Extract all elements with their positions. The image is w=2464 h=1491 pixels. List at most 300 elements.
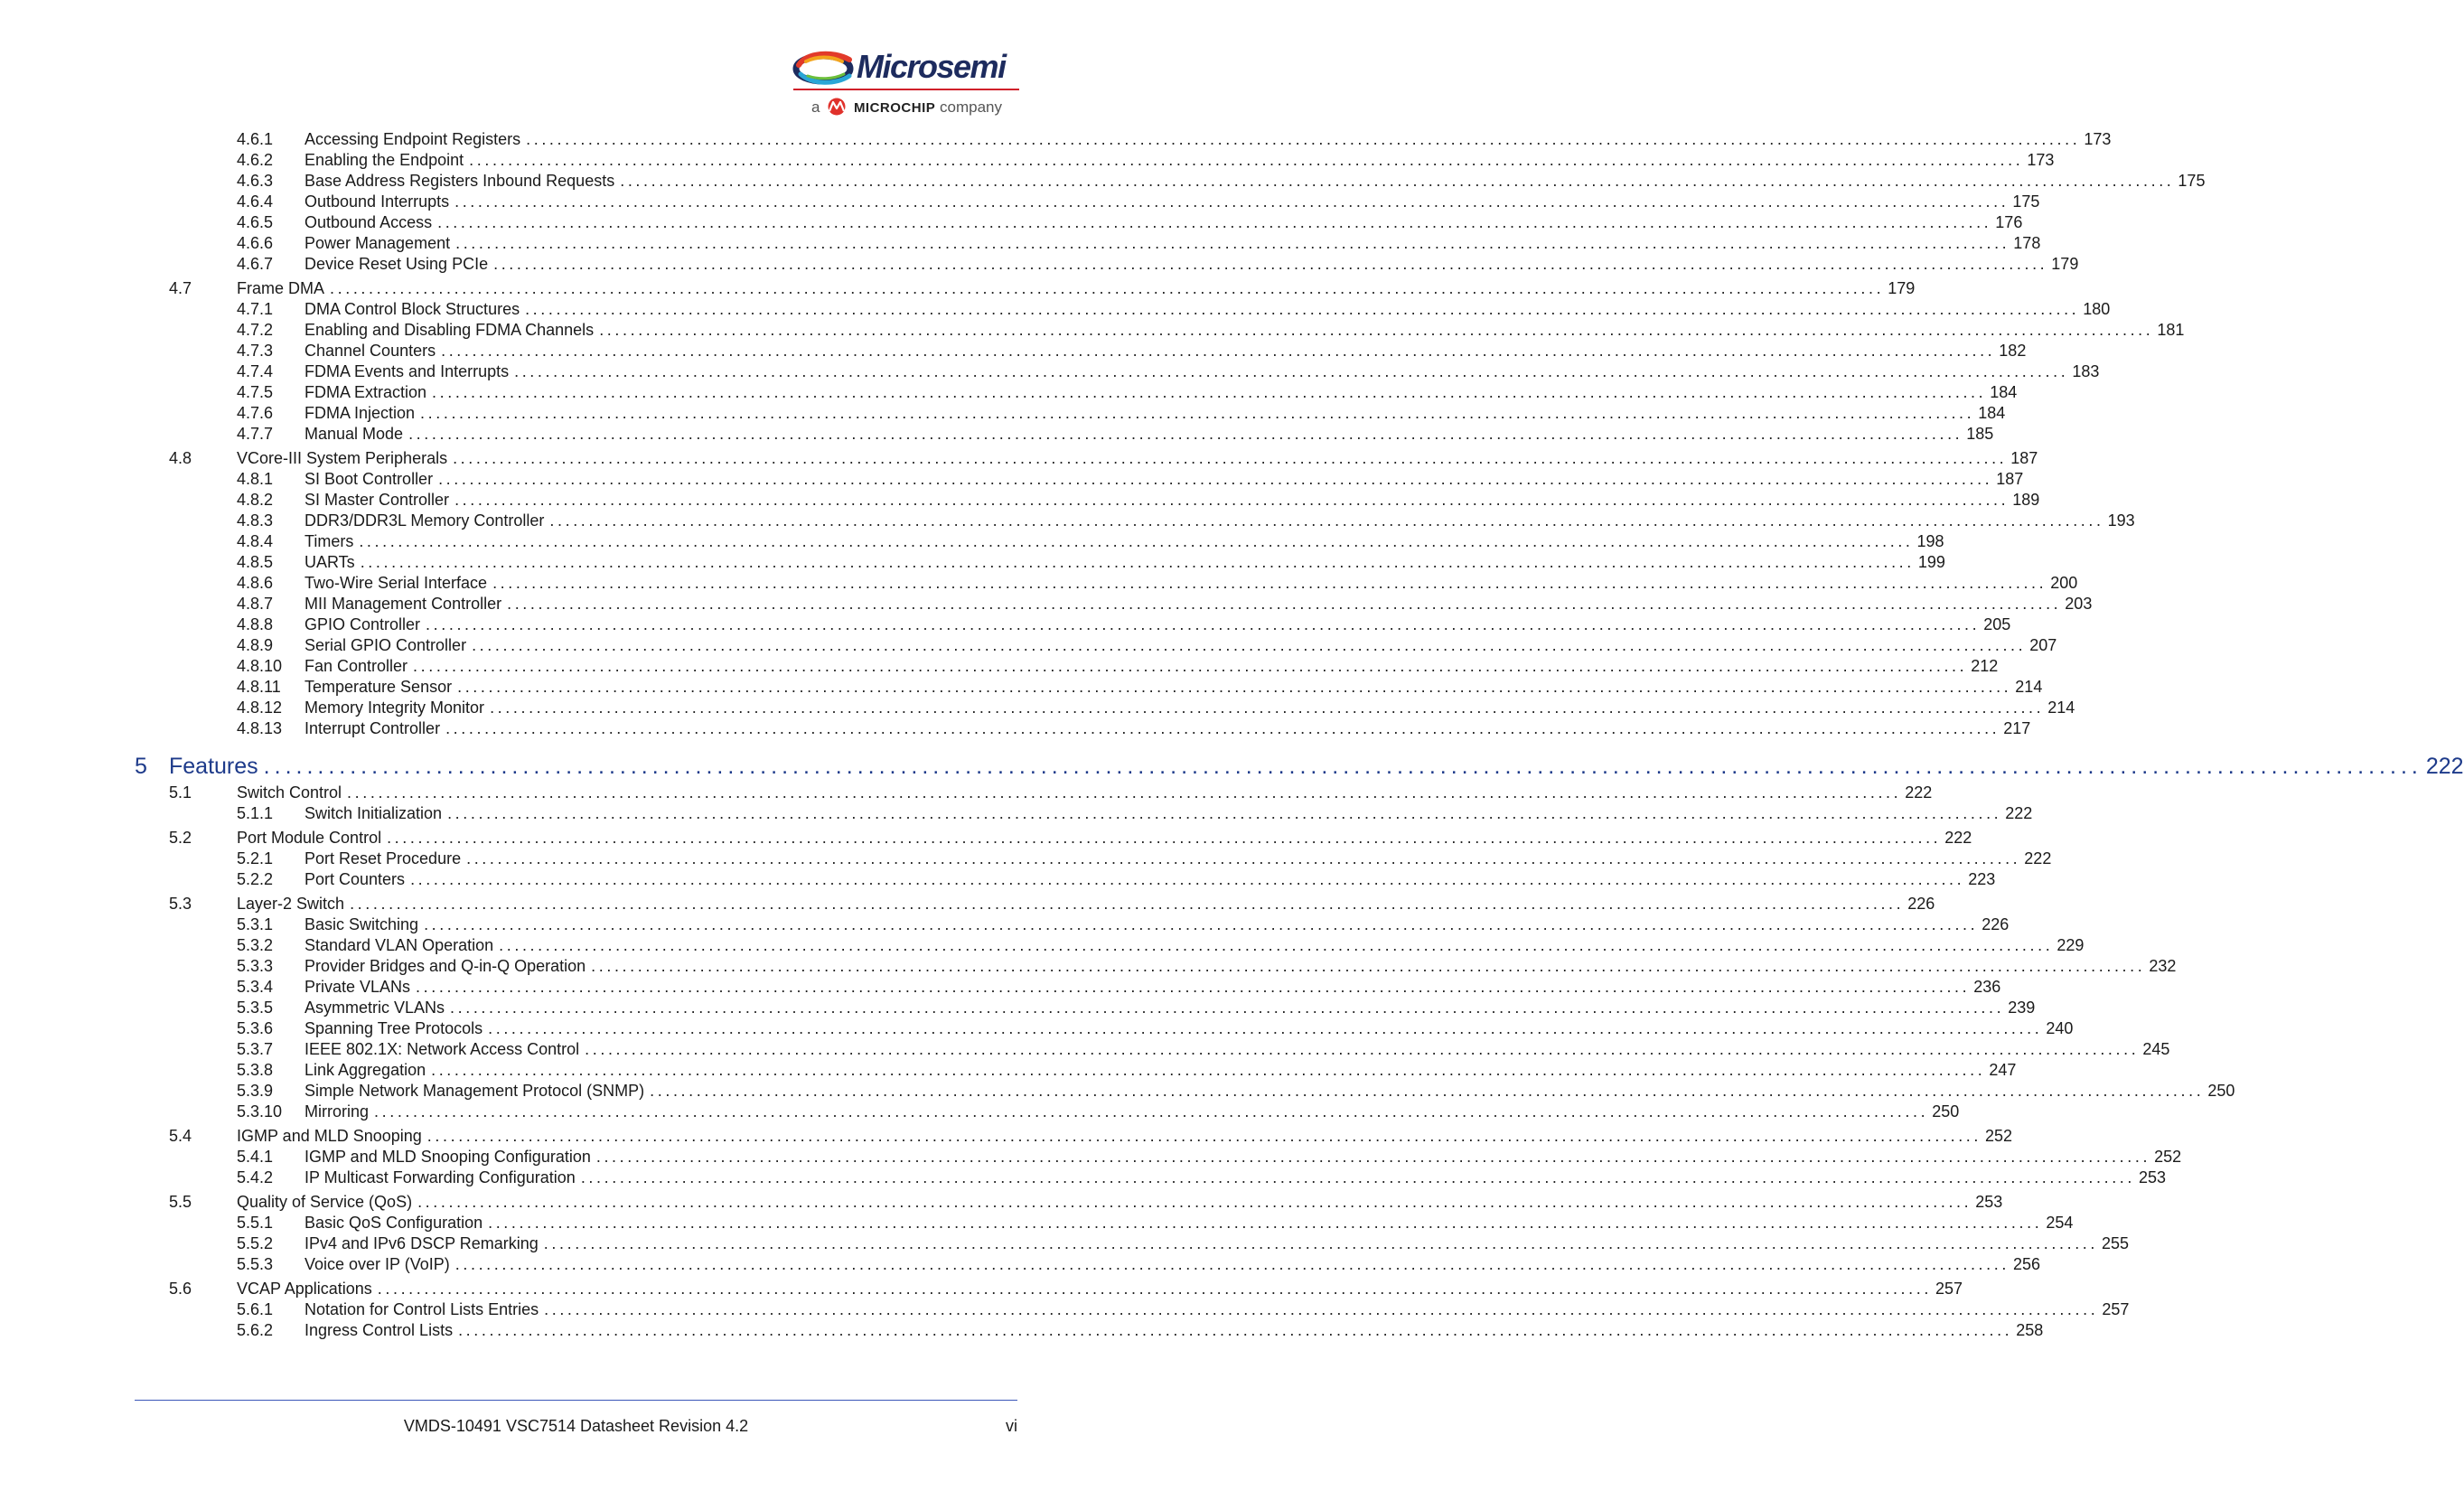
toc-entry-title[interactable]: Serial GPIO Controller — [304, 636, 467, 654]
toc-entry-title[interactable]: Port Reset Procedure — [304, 849, 462, 867]
toc-entry-page[interactable]: 247 — [1989, 1061, 2017, 1079]
toc-entry-line — [304, 1039, 2170, 1060]
toc-entry-number: 5.3.1 — [237, 915, 274, 933]
toc-section-row[interactable] — [0, 894, 1935, 914]
toc-dot-leader: ........................................................................................................................................................................................................ — [350, 895, 1905, 913]
toc-entry-title[interactable]: Timers — [304, 532, 354, 550]
toc-dot-leader: ........................................................................................................................................................................................................ — [347, 783, 1902, 802]
toc-entry-title[interactable]: Link Aggregation — [304, 1061, 426, 1079]
toc-subsection-row[interactable] — [0, 698, 2075, 718]
toc-subsection-row[interactable] — [0, 849, 2052, 869]
toc-subsection-row[interactable] — [0, 254, 2079, 275]
toc-entry-line — [304, 594, 2093, 614]
toc-entry-title[interactable]: DMA Control Block Structures — [304, 300, 520, 318]
footer-page-number: vi — [1006, 1417, 1017, 1435]
toc-entry-line — [304, 254, 2079, 275]
toc-entry-page[interactable]: 257 — [1935, 1280, 1963, 1298]
toc-dot-leader: ........................................................................................................................................................................................................ — [492, 574, 2047, 592]
toc-subsection-row[interactable] — [0, 299, 2111, 320]
toc-entry-number: 4.7.5 — [237, 383, 274, 401]
toc-dot-leader: ........................................................................................................................................................................................................ — [359, 532, 1914, 550]
toc-subsection-row[interactable] — [0, 1018, 2074, 1039]
toc-entry-title[interactable]: DDR3/DDR3L Memory Controller — [304, 511, 545, 530]
toc-entry-title[interactable]: SI Master Controller — [304, 491, 450, 509]
toc-entry-line — [304, 171, 2206, 192]
toc-entry-line — [304, 1060, 2017, 1081]
toc-entry-title[interactable]: Port Counters — [304, 870, 406, 888]
toc-entry-number: 4.6.5 — [237, 213, 274, 231]
toc-entry-line — [304, 656, 1999, 677]
toc-entry-page[interactable]: 183 — [2072, 362, 2100, 380]
toc-entry-number: 5.3.4 — [237, 978, 274, 996]
toc-subsection-row[interactable] — [0, 212, 2023, 233]
toc-entry-page[interactable]: 203 — [2065, 595, 2093, 613]
toc-entry-title[interactable]: Fan Controller — [304, 657, 408, 675]
toc-entry-title[interactable]: Basic QoS Configuration — [304, 1214, 483, 1232]
toc-entry-number: 4.8.1 — [237, 470, 274, 488]
toc-subsection-row[interactable] — [0, 233, 2041, 254]
toc-entry-title[interactable]: VCAP Applications — [237, 1280, 372, 1298]
toc-subsection-row[interactable] — [0, 718, 2031, 739]
toc-entry-title[interactable]: FDMA Events and Interrupts — [304, 362, 510, 380]
toc-subsection-row[interactable] — [0, 956, 2177, 977]
toc-entry-line — [304, 614, 2011, 635]
toc-entry-line — [237, 278, 1916, 299]
toc-entry-line — [304, 361, 2100, 382]
toc-dot-leader: ........................................................................................................................................................................................................ — [455, 234, 2010, 252]
toc-entry-number: 5.3.2 — [237, 936, 274, 954]
toc-entry-page[interactable]: 240 — [2046, 1019, 2074, 1037]
toc-dot-leader: ........................................................................................................................................................................................................ — [488, 1019, 2043, 1037]
toc-section-row[interactable] — [0, 448, 2038, 469]
toc-chapter-row[interactable] — [0, 750, 2464, 783]
toc-entry-page[interactable]: 258 — [2016, 1321, 2044, 1339]
toc-entry-page[interactable]: 232 — [2149, 957, 2177, 975]
toc-entry-title[interactable]: Frame DMA — [237, 279, 325, 297]
toc-entry-title[interactable]: Enabling and Disabling FDMA Channels — [304, 321, 595, 339]
toc-entry-number: 5 — [135, 754, 147, 779]
toc-entry-page[interactable]: 193 — [2107, 511, 2135, 530]
toc-entry-page[interactable]: 200 — [2050, 574, 2078, 592]
toc-entry-title[interactable]: Two-Wire Serial Interface — [304, 574, 488, 592]
toc-entry-number: 4.8.13 — [237, 719, 283, 737]
toc-subsection-row[interactable] — [0, 1254, 2041, 1275]
toc-entry-page[interactable]: 187 — [2010, 449, 2038, 467]
toc-dot-leader: ........................................................................................................................................................................................................ — [595, 1148, 2151, 1166]
toc-entry-page[interactable]: 173 — [2084, 130, 2112, 148]
toc-entry-title[interactable]: Private VLANs — [304, 978, 411, 996]
toc-entry-line — [237, 894, 1935, 914]
toc-entry-number: 5.6 — [169, 1280, 192, 1298]
toc-entry-page[interactable]: 255 — [2102, 1234, 2130, 1252]
toc-subsection-row[interactable] — [0, 129, 2112, 150]
toc-dot-leader: ........................................................................................................................................................................................................ — [431, 1061, 1986, 1079]
toc-subsection-row[interactable] — [0, 511, 2135, 531]
toc-entry-number: 4.8.7 — [237, 595, 274, 613]
toc-entry-number: 5.3.9 — [237, 1082, 274, 1100]
toc-dot-leader: ........................................................................................................................................................................................................ — [426, 1127, 1982, 1145]
toc-entry-number: 5.1 — [169, 783, 192, 802]
toc-entry-page[interactable]: 178 — [2013, 234, 2041, 252]
toc-entry-title[interactable]: Interrupt Controller — [304, 719, 441, 737]
toc-entry-line — [237, 1192, 2003, 1213]
toc-entry-line — [304, 382, 2018, 403]
toc-entry-line — [304, 1167, 2167, 1188]
toc-entry-page[interactable]: 179 — [1888, 279, 1916, 297]
toc-entry-number: 5.4.1 — [237, 1148, 274, 1166]
toc-subsection-row[interactable] — [0, 382, 2018, 403]
toc-entry-title[interactable]: Simple Network Management Protocol (SNMP) — [304, 1082, 645, 1100]
toc-subsection-row[interactable] — [0, 935, 2085, 956]
toc-subsection-row[interactable] — [0, 1081, 2235, 1102]
toc-entry-title[interactable]: Outbound Access — [304, 213, 433, 231]
toc-entry-number: 5.2.1 — [237, 849, 274, 867]
toc-entry-title[interactable]: IGMP and MLD Snooping Configuration — [304, 1148, 591, 1166]
toc-entry-title[interactable]: VCore-III System Peripherals — [237, 449, 448, 467]
toc-dot-leader: ........................................................................................................................................................................................................ — [490, 699, 2045, 717]
toc-dot-leader: ........................................................................................................................................................................................................ — [620, 172, 2175, 190]
logo-divider — [793, 89, 1019, 90]
toc-entry-page[interactable]: 184 — [1978, 404, 2006, 422]
toc-entry-page[interactable]: 239 — [2008, 999, 2036, 1017]
toc-entry-title[interactable]: Channel Counters — [304, 342, 436, 360]
toc-entry-page[interactable]: 176 — [1995, 213, 2023, 231]
toc-dot-leader: ........................................................................................................................................................................................................ — [387, 829, 1942, 847]
toc-entry-page[interactable]: 229 — [2056, 936, 2085, 954]
toc-entry-title[interactable]: Switch Initialization — [304, 804, 443, 822]
toc-entry-title[interactable]: Switch Control — [237, 783, 342, 802]
toc-dot-leader: ........................................................................................................................................................................................................ — [499, 936, 2054, 954]
toc-entry-number: 4.8 — [169, 449, 192, 467]
toc-entry-page[interactable]: 257 — [2102, 1300, 2130, 1318]
toc-entry-number: 5.3.6 — [237, 1019, 274, 1037]
toc-entry-title[interactable]: Quality of Service (QoS) — [237, 1193, 413, 1211]
toc-dot-leader: ........................................................................................................................................................................................................ — [377, 1280, 1932, 1298]
toc-entry-title[interactable]: Ingress Control Lists — [304, 1321, 454, 1339]
toc-entry-page[interactable]: 222 — [2005, 804, 2033, 822]
toc-subsection-row[interactable] — [0, 531, 1944, 552]
toc-entry-title[interactable]: Standard VLAN Operation — [304, 936, 494, 954]
toc-entry-number: 5.6.2 — [237, 1321, 274, 1339]
toc-subsection-row[interactable] — [0, 914, 2010, 935]
toc-entry-page[interactable]: 184 — [1990, 383, 2018, 401]
toc-entry-page[interactable]: 214 — [2015, 678, 2043, 696]
toc-entry-number: 4.8.8 — [237, 615, 274, 633]
toc-dot-leader: ........................................................................................................................................................................................................ — [488, 1214, 2043, 1232]
toc-subsection-row[interactable] — [0, 1039, 2170, 1060]
toc-entry-title[interactable]: Notation for Control Lists Entries — [304, 1300, 539, 1318]
toc-dot-leader: ........................................................................................................................................................................................................ — [413, 657, 1968, 675]
toc-entry-title[interactable]: Accessing Endpoint Registers — [304, 130, 521, 148]
toc-entry-number: 5.4 — [169, 1127, 192, 1145]
toc-dot-leader: ........................................................................................................................................................................................................ — [432, 383, 1987, 401]
toc-entry-page[interactable]: 175 — [2012, 192, 2040, 211]
toc-entry-number: 5.3.7 — [237, 1040, 274, 1058]
toc-entry-page[interactable]: 245 — [2142, 1040, 2170, 1058]
toc-subsection-row[interactable] — [0, 656, 1999, 677]
toc-subsection-row[interactable] — [0, 594, 2093, 614]
footer-document-title: VMDS-10491 VSC7514 Datasheet Revision 4.2 — [403, 1417, 749, 1435]
toc-subsection-row[interactable] — [0, 1167, 2167, 1188]
microsemi-swirl-icon — [793, 49, 857, 89]
toc-entry-line — [237, 783, 1933, 803]
toc-entry-title[interactable]: UARTs — [304, 553, 355, 571]
toc-subsection-row[interactable] — [0, 490, 2040, 511]
toc-entry-title[interactable]: Asymmetric VLANs — [304, 999, 445, 1017]
toc-dot-leader: ........................................................................................................................................................................................................ — [437, 213, 1992, 231]
toc-entry-number: 5.1.1 — [237, 804, 274, 822]
toc-entry-line — [304, 1299, 2130, 1320]
toc-subsection-row[interactable] — [0, 403, 2006, 424]
toc-entry-page[interactable]: 223 — [1968, 870, 1996, 888]
toc-entry-number: 5.6.1 — [237, 1300, 274, 1318]
toc-entry-number: 4.8.10 — [237, 657, 283, 675]
toc-subsection-row[interactable] — [0, 1299, 2130, 1320]
toc-dot-leader: ........................................................................................................................................................................................................ — [599, 321, 2154, 339]
toc-dot-leader: ........................................................................................................................................................................................................ — [417, 1193, 1972, 1211]
toc-entry-page[interactable]: 179 — [2051, 255, 2079, 273]
toc-entry-page[interactable]: 256 — [2012, 1255, 2041, 1273]
toc-subsection-row[interactable] — [0, 320, 2185, 341]
toc-entry-page[interactable]: 222 — [2425, 754, 2464, 779]
toc-entry-line — [304, 803, 2033, 824]
toc-entry-line — [237, 448, 2038, 469]
toc-subsection-row[interactable] — [0, 614, 2011, 635]
toc-entry-number: 5.3.10 — [237, 1102, 283, 1121]
toc-entry-page[interactable]: 222 — [1944, 829, 1972, 847]
toc-section-row[interactable] — [0, 1192, 2003, 1213]
toc-entry-title[interactable]: Provider Bridges and Q-in-Q Operation — [304, 957, 586, 975]
company-tagline — [811, 98, 1002, 117]
microsemi-logo — [793, 45, 1021, 121]
toc-dot-leader: ........................................................................................................................................................................................................ — [526, 130, 2081, 148]
toc-dot-leader: ........................................................................................................................................................................................................ — [585, 1040, 2140, 1058]
toc-entry-page[interactable]: 252 — [1985, 1127, 2013, 1145]
toc-entry-page[interactable]: 181 — [2157, 321, 2185, 339]
toc-entry-line — [304, 469, 2024, 490]
toc-entry-title[interactable]: Voice over IP (VoIP) — [304, 1255, 450, 1273]
toc-entry-page[interactable]: 187 — [1996, 470, 2024, 488]
toc-entry-number: 4.6.2 — [237, 151, 274, 169]
toc-entry-line — [304, 998, 2036, 1018]
toc-entry-title[interactable]: Temperature Sensor — [304, 678, 453, 696]
toc-entry-title[interactable]: IPv4 and IPv6 DSCP Remarking — [304, 1234, 539, 1252]
toc-entry-number: 4.7 — [169, 279, 192, 297]
toc-dot-leader: ........................................................................................................................................................................................................ — [454, 192, 2010, 211]
toc-entry-number: 5.4.2 — [237, 1168, 274, 1186]
toc-entry-page[interactable]: 175 — [2178, 172, 2206, 190]
toc-entry-line — [304, 150, 2055, 171]
toc-entry-number: 4.8.4 — [237, 532, 274, 550]
toc-dot-leader: ........................................................................................................................................................................................................ — [591, 957, 2146, 975]
toc-entry-page[interactable]: 252 — [2154, 1148, 2182, 1166]
toc-dot-leader: ........................................................................................................................................................................................................ — [426, 615, 1981, 633]
toc-dot-leader: ........................................................................................................................................................................................................ — [438, 470, 1993, 488]
toc-entry-line — [169, 750, 2464, 783]
toc-entry-page[interactable]: 226 — [1907, 895, 1935, 913]
toc-entry-number: 4.7.3 — [237, 342, 274, 360]
toc-entry-line — [304, 1320, 2044, 1341]
toc-section-row[interactable] — [0, 278, 1916, 299]
toc-subsection-row[interactable] — [0, 341, 2027, 361]
toc-entry-page[interactable]: 226 — [1982, 915, 2010, 933]
toc-entry-number: 5.3.8 — [237, 1061, 274, 1079]
toc-dot-leader: ........................................................................................................................................................................................................ — [472, 636, 2027, 654]
toc-entry-line — [304, 635, 2057, 656]
toc-dot-leader: ........................................................................................................................................................................................................ — [466, 849, 2021, 867]
toc-dot-leader: ........................................................................................................................................................................................................ — [447, 804, 2002, 822]
toc-entry-number: 5.5 — [169, 1193, 192, 1211]
toc-dot-leader: ........................................................................................................................................................................................................ — [420, 404, 1975, 422]
toc-subsection-row[interactable] — [0, 424, 1994, 445]
toc-entry-title[interactable]: Power Management — [304, 234, 451, 252]
toc-section-row[interactable] — [0, 783, 1933, 803]
toc-dot-leader: ........................................................................................................................................................................................................ — [493, 255, 2048, 273]
toc-entry-page[interactable]: 182 — [1999, 342, 2027, 360]
toc-entry-page[interactable]: 250 — [2207, 1082, 2235, 1100]
toc-subsection-row[interactable] — [0, 977, 2001, 998]
tagline-prefix: a — [811, 98, 820, 116]
toc-section-row[interactable] — [0, 1126, 2013, 1147]
toc-dot-leader: ........................................................................................................................................................................................................ — [454, 491, 2010, 509]
toc-dot-leader: ........................................................................................................................................................................................................ — [525, 300, 2080, 318]
toc-entry-title[interactable]: Features — [169, 754, 258, 779]
toc-entry-number: 5.2 — [169, 829, 192, 847]
toc-entry-number: 5.5.2 — [237, 1234, 274, 1252]
toc-entry-page[interactable]: 214 — [2047, 699, 2075, 717]
toc-entry-page[interactable]: 217 — [2003, 719, 2031, 737]
toc-subsection-row[interactable] — [0, 361, 2100, 382]
toc-subsection-row[interactable] — [0, 635, 2057, 656]
toc-entry-title[interactable]: Manual Mode — [304, 425, 404, 443]
toc-entry-number: 4.6.1 — [237, 130, 274, 148]
toc-entry-title[interactable]: Outbound Interrupts — [304, 192, 450, 211]
toc-entry-page[interactable]: 253 — [2139, 1168, 2167, 1186]
toc-entry-title[interactable]: FDMA Extraction — [304, 383, 427, 401]
toc-entry-page[interactable]: 254 — [2046, 1214, 2074, 1232]
toc-entry-number: 4.6.7 — [237, 255, 274, 273]
toc-subsection-row[interactable] — [0, 1213, 2074, 1233]
toc-entry-title[interactable]: MII Management Controller — [304, 595, 502, 613]
toc-entry-line — [304, 698, 2075, 718]
toc-entry-title[interactable]: Layer-2 Switch — [237, 895, 345, 913]
toc-entry-line — [304, 212, 2023, 233]
toc-entry-title[interactable]: Mirroring — [304, 1102, 370, 1121]
toc-subsection-row[interactable] — [0, 150, 2055, 171]
toc-subsection-row[interactable] — [0, 803, 2033, 824]
toc-subsection-row[interactable] — [0, 192, 2040, 212]
toc-entry-title[interactable]: Spanning Tree Protocols — [304, 1019, 483, 1037]
toc-entry-page[interactable]: 207 — [2029, 636, 2057, 654]
toc-entry-title[interactable]: Basic Switching — [304, 915, 419, 933]
toc-entry-line — [304, 1081, 2235, 1102]
toc-entry-page[interactable]: 189 — [2012, 491, 2040, 509]
toc-entry-title[interactable]: GPIO Controller — [304, 615, 421, 633]
toc-dot-leader: ........................................................................................................................................................................................................ — [544, 1300, 2099, 1318]
toc-entry-line — [304, 977, 2001, 998]
toc-subsection-row[interactable] — [0, 869, 1996, 890]
toc-subsection-row[interactable] — [0, 573, 2078, 594]
toc-subsection-row[interactable] — [0, 1147, 2182, 1167]
toc-entry-line — [304, 192, 2040, 212]
toc-entry-line — [304, 677, 2043, 698]
toc-entry-title[interactable]: IEEE 802.1X: Network Access Control — [304, 1040, 580, 1058]
toc-entry-title[interactable]: FDMA Injection — [304, 404, 416, 422]
toc-entry-line — [304, 869, 1996, 890]
toc-section-row[interactable] — [0, 1279, 1963, 1299]
toc-entry-line — [304, 1213, 2074, 1233]
toc-entry-line — [304, 956, 2177, 977]
toc-entry-title[interactable]: IP Multicast Forwarding Configuration — [304, 1168, 576, 1186]
toc-entry-page[interactable]: 253 — [1975, 1193, 2003, 1211]
toc-entry-number: 4.7.7 — [237, 425, 274, 443]
toc-subsection-row[interactable] — [0, 677, 2043, 698]
toc-entry-title[interactable]: Enabling the Endpoint — [304, 151, 464, 169]
toc-entry-line — [237, 1279, 1963, 1299]
toc-entry-page[interactable]: 199 — [1917, 553, 1945, 571]
toc-dot-leader: ........................................................................................................................................................................................................ — [416, 978, 1971, 996]
toc-entry-line — [304, 573, 2078, 594]
toc-dot-leader: ........................................................................................................................................................................................................ — [549, 511, 2104, 530]
toc-entry-line — [304, 552, 1945, 573]
toc-dot-leader: ........................................................................................................................................................................................................ — [457, 678, 2012, 696]
toc-subsection-row[interactable] — [0, 552, 1945, 573]
toc-entry-page[interactable]: 212 — [1971, 657, 1999, 675]
toc-dot-leader: ........................................................................................................................................................................................................ — [514, 362, 2069, 380]
toc-dot-leader: ........................................................................................................................................................................................................ — [650, 1082, 2205, 1100]
toc-entry-title[interactable]: Memory Integrity Monitor — [304, 699, 485, 717]
toc-entry-page[interactable]: 250 — [1932, 1102, 1960, 1121]
toc-entry-number: 4.8.11 — [237, 678, 281, 696]
toc-entry-title[interactable]: IGMP and MLD Snooping — [237, 1127, 422, 1145]
toc-subsection-row[interactable] — [0, 1233, 2130, 1254]
toc-dot-leader: ........................................................................................................................................................................................................ — [360, 553, 1915, 571]
toc-dot-leader: ........................................................................................................................................................................................................ — [445, 719, 2000, 737]
tagline-company: MICROCHIP — [853, 100, 936, 116]
toc-entry-line — [304, 914, 2010, 935]
toc-entry-number: 4.7.6 — [237, 404, 274, 422]
toc-entry-title[interactable]: SI Boot Controller — [304, 470, 434, 488]
toc-entry-page[interactable]: 205 — [1983, 615, 2011, 633]
toc-subsection-row[interactable] — [0, 469, 2024, 490]
toc-subsection-row[interactable] — [0, 1060, 2017, 1081]
toc-dot-leader: ........................................................................................................................................................................................................ — [410, 870, 1965, 888]
toc-entry-page[interactable]: 185 — [1966, 425, 1994, 443]
toc-entry-title[interactable]: Device Reset Using PCIe — [304, 255, 489, 273]
toc-entry-page[interactable]: 222 — [1905, 783, 1933, 802]
toc-entry-number: 4.8.2 — [237, 491, 274, 509]
toc-entry-page[interactable]: 173 — [2027, 151, 2055, 169]
toc-dot-leader: ........................................................................................................................................................................................................ — [330, 279, 1885, 297]
toc-entry-page[interactable]: 236 — [1973, 978, 2001, 996]
toc-subsection-row[interactable] — [0, 1320, 2044, 1341]
toc-subsection-row[interactable] — [0, 171, 2206, 192]
toc-entry-line — [304, 1254, 2041, 1275]
toc-entry-title[interactable]: Base Address Registers Inbound Requests — [304, 172, 615, 190]
toc-entry-line — [304, 320, 2185, 341]
toc-entry-page[interactable]: 198 — [1916, 532, 1944, 550]
toc-section-row[interactable] — [0, 828, 1972, 849]
toc-subsection-row[interactable] — [0, 1102, 1960, 1122]
toc-entry-page[interactable]: 180 — [2083, 300, 2111, 318]
toc-subsection-row[interactable] — [0, 998, 2036, 1018]
toc-entry-title[interactable]: Port Module Control — [237, 829, 382, 847]
toc-entry-page[interactable]: 222 — [2024, 849, 2052, 867]
toc-entry-line — [304, 424, 1994, 445]
toc-entry-line — [304, 1102, 1960, 1122]
toc-entry-number: 4.7.1 — [237, 300, 274, 318]
toc-entry-line — [304, 299, 2111, 320]
